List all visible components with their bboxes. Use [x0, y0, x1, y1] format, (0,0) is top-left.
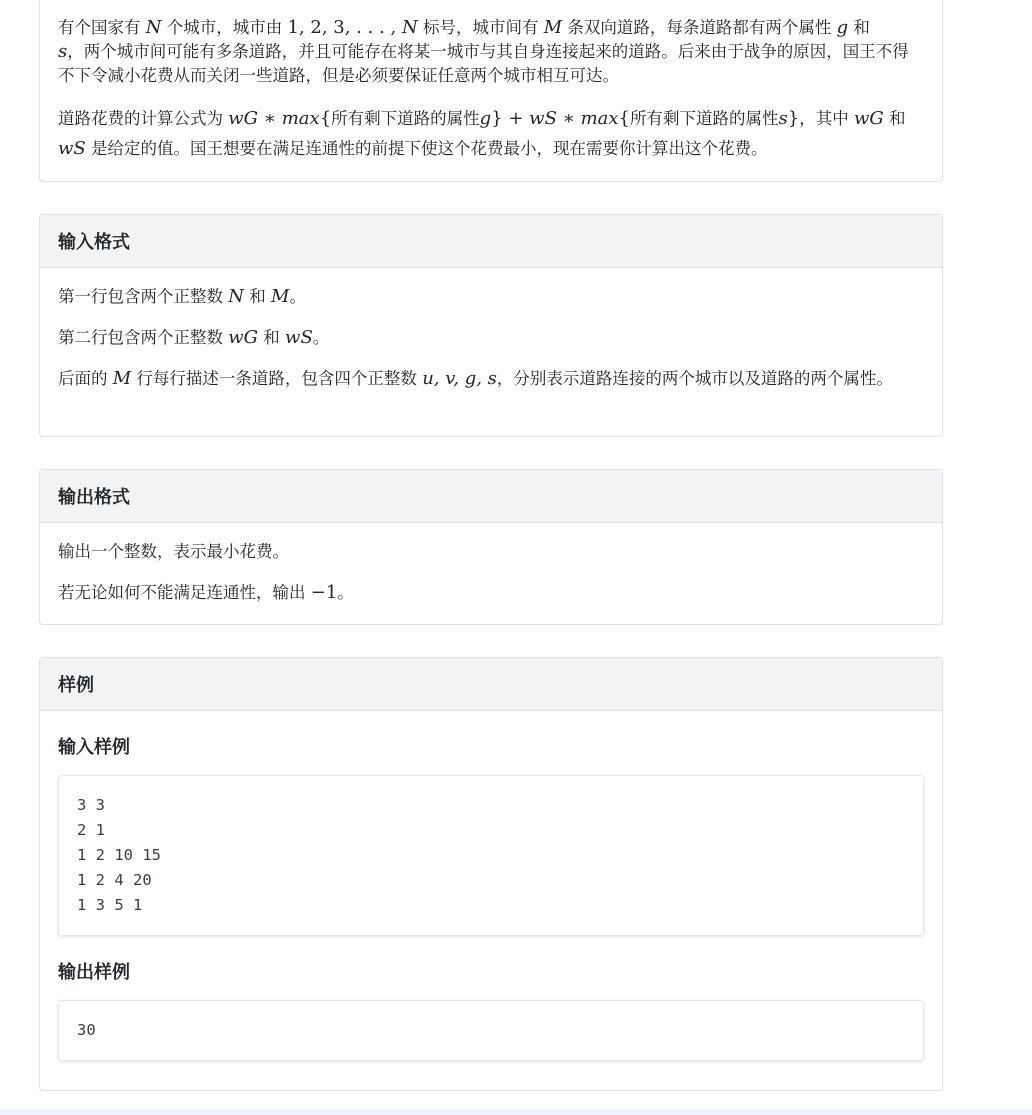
- sample-title: 样例: [40, 658, 942, 711]
- sample-input-title: 输入样例: [58, 737, 130, 758]
- sample-input-code: 3 3 2 1 1 2 10 15 1 2 4 20 1 3 5 1: [77, 796, 161, 914]
- output-format-panel: [39, 469, 943, 625]
- description-panel: [39, 0, 943, 182]
- output-format-title: 输出格式: [40, 470, 942, 523]
- sample-output-title: 输出样例: [58, 962, 130, 983]
- bottom-bar: [0, 1109, 1032, 1115]
- output-format-line-1: 输出一个整数，表示最小花费。: [58, 542, 289, 561]
- description-paragraph-2: 道路花费的计算公式为 wG ∗ max{所有剩下道路的属性g} + wS ∗ max{所有剩下道路的属性s}，其中 wG 和 wS 是给定的值。国王想要在满足连通性的前提下使这个花费最小，现在需要你计算出这个花费。: [58, 108, 906, 159]
- sample-output-block[interactable]: [58, 1000, 924, 1061]
- input-format-line-2: 第二行包含两个正整数 wG 和 wS。: [58, 327, 330, 348]
- sample-output-code: 30: [77, 1021, 96, 1039]
- input-format-panel: [39, 214, 943, 437]
- sample-input-block[interactable]: [58, 775, 924, 936]
- input-format-line-3: 后面的 M 行每行描述一条道路，包含四个正整数 u, v, g, s，分别表示道路连接的两个城市以及道路的两个属性。: [58, 368, 893, 389]
- output-format-line-2: 若无论如何不能满足连通性，输出 −1。: [58, 582, 354, 603]
- input-format-line-1: 第一行包含两个正整数 N 和 M。: [58, 286, 306, 307]
- input-format-title: 输入格式: [40, 215, 942, 268]
- description-paragraph-1: 有个国家有 N 个城市，城市由 1, 2, 3, . . . , N 标号，城市间有 M 条双向道路，每条道路都有两个属性 g 和 s，两个城市间可能有多条道路，并且可能存在将某一城市与其自身连接起来的道路。后来由于战争的原因，国王不得不下令减小花费从而关闭一些道路，但是必须要保证任意两个城市相互可达。: [58, 17, 909, 85]
- sample-panel: [39, 657, 943, 1091]
